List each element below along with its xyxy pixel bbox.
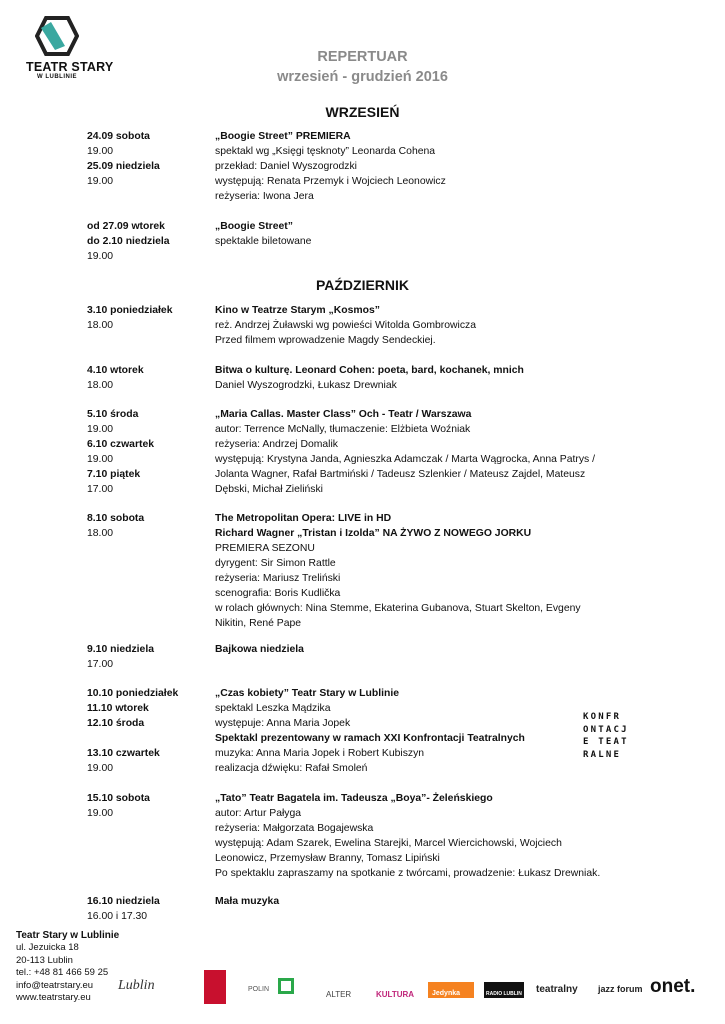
event-detail: Po spektaklu zapraszamy na spotkanie z twórcami, prowadzenie: Łukasz Drewniak. bbox=[215, 868, 601, 879]
event-detail: w rolach głównych: Nina Stemme, Ekaterina Gubanova, Stuart Skelton, Evgeny bbox=[215, 603, 581, 614]
event-time: 19.00 bbox=[87, 251, 114, 262]
event-detail: Jolanta Wagner, Rafał Bartmiński / Tadeusz Szlenkier / Mateusz Zajdel, Mateusz bbox=[215, 469, 586, 480]
event-title: Bitwa o kulturę. Leonard Cohen: poeta, bard, kochanek, mnich bbox=[215, 365, 524, 376]
event-detail: spektakle biletowane bbox=[215, 236, 312, 247]
event-time: 19.00 bbox=[87, 808, 114, 819]
sponsor-jedynka-logo bbox=[428, 982, 474, 998]
event-detail: występuje: Anna Maria Jopek bbox=[215, 718, 351, 729]
event-title: „Tato” Teatr Bagatela im. Tadeusza „Boya”- Żeleńskiego bbox=[215, 793, 493, 804]
event-title: „Boogie Street” PREMIERA bbox=[215, 131, 351, 142]
event-time: 19.00 bbox=[87, 763, 114, 774]
event-date: 10.10 poniedziałek bbox=[87, 688, 179, 699]
event-date: 8.10 sobota bbox=[87, 513, 145, 524]
event-title: „Maria Callas. Master Class” Och - Teatr / Warszawa bbox=[215, 409, 472, 420]
lublin-2017-badge-icon bbox=[204, 970, 226, 1004]
konfrontacje-logo-line: RALNE bbox=[583, 749, 622, 760]
event-date: 15.10 sobota bbox=[87, 793, 150, 804]
event-detail: reżyseria: Małgorzata Bogajewska bbox=[215, 823, 374, 834]
event-detail: scenografia: Boris Kudlička bbox=[215, 588, 341, 599]
event-date: 24.09 sobota bbox=[87, 131, 150, 142]
event-date: 5.10 środa bbox=[87, 409, 139, 420]
event-detail: realizacja dźwięku: Rafał Smoleń bbox=[215, 763, 368, 774]
footer-city: 20-113 Lublin bbox=[16, 954, 73, 966]
footer-website[interactable]: www.teatrstary.eu bbox=[16, 992, 91, 1004]
sponsor-teatralny-logo: teatralny bbox=[536, 984, 578, 995]
konfrontacje-logo-line: KONFR bbox=[583, 712, 622, 722]
event-detail: spektakl wg „Księgi tęsknoty” Leonarda Cohena bbox=[215, 146, 436, 157]
konfrontacje-logo-line: E TEAT bbox=[583, 737, 629, 747]
sponsor-polin-logo: POLIN bbox=[248, 986, 270, 993]
event-detail: Nikitin, René Pape bbox=[215, 618, 302, 629]
event-date: 7.10 piątek bbox=[87, 469, 141, 480]
event-detail: reżyseria: Andrzej Domalik bbox=[215, 439, 338, 450]
sponsor-logos bbox=[118, 968, 708, 1008]
event-date: 9.10 niedziela bbox=[87, 644, 154, 655]
footer-address bbox=[16, 930, 119, 1004]
footer-phone: tel.: +48 81 466 59 25 bbox=[16, 967, 109, 979]
polin-mark-icon bbox=[278, 978, 294, 994]
month-heading-september: WRZESIEŃ bbox=[325, 104, 400, 120]
footer-email[interactable]: info@teatrstary.eu bbox=[16, 979, 94, 991]
event-detail: występują: Renata Przemyk i Wojciech Leonowicz bbox=[215, 176, 446, 187]
sponsor-radio-lublin-logo bbox=[484, 982, 524, 998]
event-time: 16.00 i 17.30 bbox=[87, 911, 148, 922]
event-title: Richard Wagner „Tristan i Izolda” NA ŻYWO Z NOWEGO JORKU bbox=[215, 528, 532, 539]
event-detail: reżyseria: Iwona Jera bbox=[215, 191, 314, 202]
event-date: 11.10 wtorek bbox=[87, 703, 149, 714]
sponsor-onet-logo: onet. bbox=[650, 976, 696, 997]
event-detail: spektakl Leszka Mądzika bbox=[215, 703, 331, 714]
event-detail: Daniel Wyszogrodzki, Łukasz Drewniak bbox=[215, 380, 397, 391]
sponsor-tvp-kultura-logo: KULTURA bbox=[376, 990, 415, 999]
event-detail: autor: Artur Pałyga bbox=[215, 808, 302, 819]
event-detail: występują: Krystyna Janda, Agnieszka Adamczak / Marta Wągrocka, Anna Patrys / bbox=[215, 454, 596, 465]
footer-street: ul. Jezuicka 18 bbox=[16, 942, 79, 954]
event-time: 19.00 bbox=[87, 424, 114, 435]
event-time: 18.00 bbox=[87, 380, 114, 391]
page-subtitle: wrzesień - grudzień 2016 bbox=[277, 69, 448, 85]
month-heading-october: PAŹDZIERNIK bbox=[315, 277, 410, 293]
event-time: 17.00 bbox=[87, 659, 114, 670]
sponsor-jazz-forum-logo: jazz forum bbox=[598, 984, 643, 994]
event-detail: autor: Terrence McNally, tłumaczenie: Elżbieta Woźniak bbox=[215, 424, 471, 435]
event-time: 17.00 bbox=[87, 484, 114, 495]
konfrontacje-logo-line: ONTACJ bbox=[583, 724, 629, 735]
event-detail: występują: Adam Szarek, Ewelina Starejki, Marcel Wiercichowski, Wojciech bbox=[215, 838, 562, 849]
event-title: Mała muzyka bbox=[215, 896, 280, 907]
event-detail: muzyka: Anna Maria Jopek i Robert Kubiszyn bbox=[215, 748, 425, 759]
footer-name: Teatr Stary w Lublinie bbox=[16, 930, 120, 941]
konfrontacje-teatralne-logo bbox=[583, 711, 629, 761]
event-date: do 2.10 niedziela bbox=[87, 236, 170, 247]
event-date: 16.10 niedziela bbox=[87, 896, 160, 907]
event-title: Bajkowa niedziela bbox=[215, 644, 304, 655]
event-time: 19.00 bbox=[87, 146, 114, 157]
event-time: 18.00 bbox=[87, 528, 114, 539]
logo-name: TEATR STARY bbox=[26, 60, 114, 74]
event-detail: reżyseria: Mariusz Treliński bbox=[215, 573, 341, 584]
event-time: 18.00 bbox=[87, 320, 114, 331]
event-date: 6.10 czwartek bbox=[87, 439, 155, 450]
event-title: Kino w Teatrze Starym „Kosmos” bbox=[215, 305, 380, 316]
event-title: Spektakl prezentowany w ramach XXI Konfrontacji Teatralnych bbox=[215, 733, 525, 744]
event-date: 12.10 środa bbox=[87, 718, 145, 729]
sponsor-jedynka-label: Jedynka bbox=[432, 990, 461, 997]
event-detail: Dębski, Michał Zieliński bbox=[215, 484, 323, 495]
event-date: 3.10 poniedziałek bbox=[87, 305, 173, 316]
sponsor-radio-lublin-label: RADIO LUBLIN bbox=[486, 991, 522, 997]
logo-subtitle: W LUBLINIE bbox=[37, 74, 77, 80]
event-date: 4.10 wtorek bbox=[87, 365, 144, 376]
event-time: 19.00 bbox=[87, 454, 114, 465]
event-title: „Boogie Street” bbox=[215, 221, 293, 232]
sponsor-lublin-logo: Lublin bbox=[118, 978, 155, 993]
event-detail: reż. Andrzej Żuławski wg powieści Witolda Gombrowicza bbox=[215, 320, 477, 331]
event-title: „Czas kobiety” Teatr Stary w Lublinie bbox=[215, 688, 399, 699]
event-date: 13.10 czwartek bbox=[87, 748, 160, 759]
event-time: 19.00 bbox=[87, 176, 114, 187]
event-detail: Leonowicz, Przemysław Branny, Tomasz Lipiński bbox=[215, 853, 440, 864]
event-detail: PREMIERA SEZONU bbox=[215, 543, 315, 554]
sponsor-alter-logo: ALTER bbox=[326, 990, 352, 999]
event-title: The Metropolitan Opera: LIVE in HD bbox=[215, 513, 392, 524]
event-date: od 27.09 wtorek bbox=[87, 221, 165, 232]
event-detail: dyrygent: Sir Simon Rattle bbox=[215, 558, 336, 569]
page-title: REPERTUAR bbox=[317, 49, 408, 65]
event-date: 25.09 niedziela bbox=[87, 161, 160, 172]
event-detail: Przed filmem wprowadzenie Magdy Sendeckiej. bbox=[215, 335, 436, 346]
event-detail: przekład: Daniel Wyszogrodzki bbox=[215, 161, 357, 172]
